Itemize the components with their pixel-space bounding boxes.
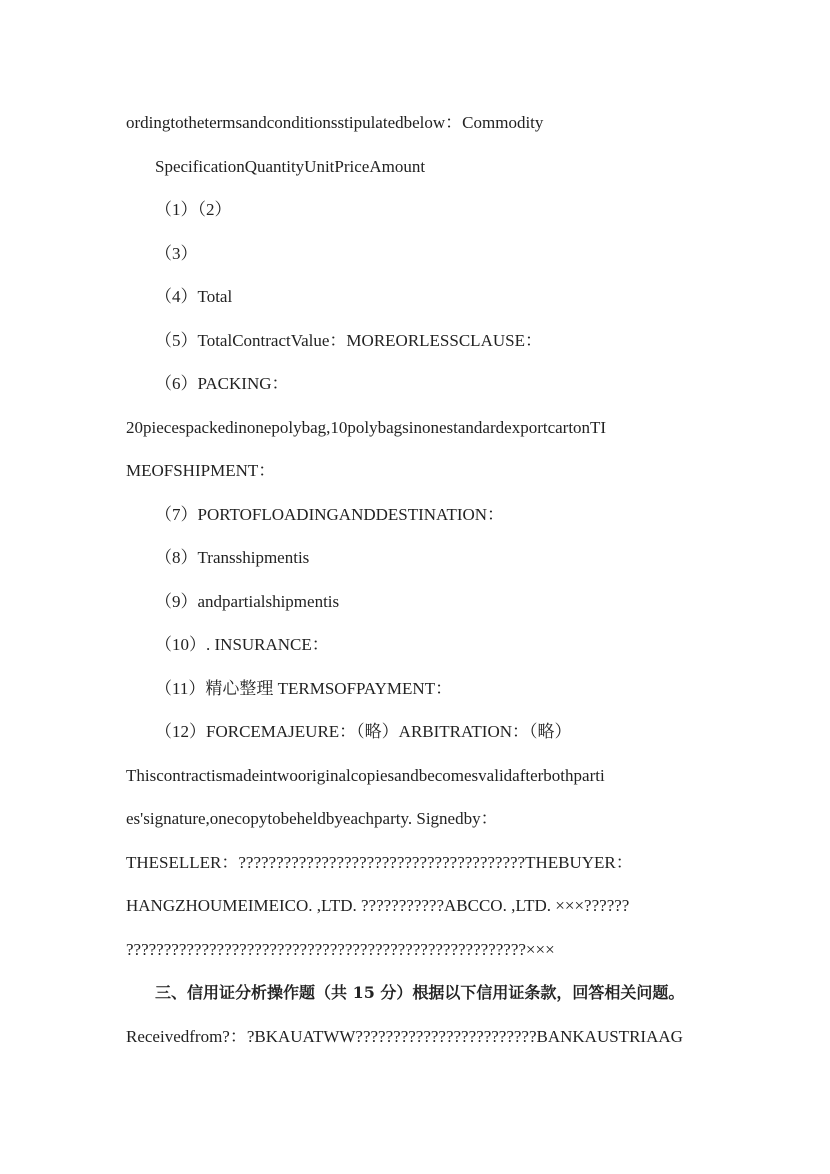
text-line: es'signature,onecopytobeheldbyeachparty. Signedby： [126, 809, 498, 828]
text-line: （1）（2） [155, 200, 232, 219]
text-line: （11）精心整理 TERMSOFPAYMENT： [155, 678, 453, 698]
text-line: Thiscontractismadeintwooriginalcopiesandbecomesvalidafterbothparti [126, 765, 605, 785]
text-line: HANGZHOUMEIMEICO. ,LTD. ???????????ABCCO. ,LTD. ×××?????? [126, 896, 630, 915]
text-line: （4）Total [155, 287, 233, 306]
text-line: （7）PORTOFLOADINGANDDESTINATION： [155, 504, 505, 524]
text-line: （6）PACKING： [155, 374, 289, 393]
text-line: （8）Transshipmentis [155, 548, 310, 567]
text-line: ordingtothetermsandconditionsstipulatedbelow：Commodity [126, 113, 544, 132]
text-line: （3） [155, 243, 198, 263]
text-line: （10）. INSURANCE： [155, 635, 329, 654]
text-line: Receivedfrom?：?BKAUATWW????????????????????????BANKAUSTRIAAG [126, 1026, 683, 1046]
text-line: ?????????????????????????????????????????????????????××× [126, 939, 555, 959]
text-line: （12）FORCEMAJEURE：（略）ARBITRATION：（略） [155, 722, 572, 741]
section-heading: 三、信用证分析操作题（共 15 分）根据以下信用证条款，回答相关问题。 [155, 983, 685, 1002]
text-line: THESELLER：??????????????????????????????????????THEBUYER： [126, 852, 633, 872]
text-line: SpecificationQuantityUnitPriceAmount [155, 156, 426, 176]
text-line: （9）andpartialshipmentis [155, 591, 340, 611]
text-line: MEOFSHIPMENT： [126, 461, 276, 480]
text-line: （5）TotalContractValue：MOREORLESSCLAUSE： [155, 330, 542, 350]
text-line: 20piecespackedinonepolybag,10polybagsinonestandardexportcartonTI [126, 417, 607, 437]
